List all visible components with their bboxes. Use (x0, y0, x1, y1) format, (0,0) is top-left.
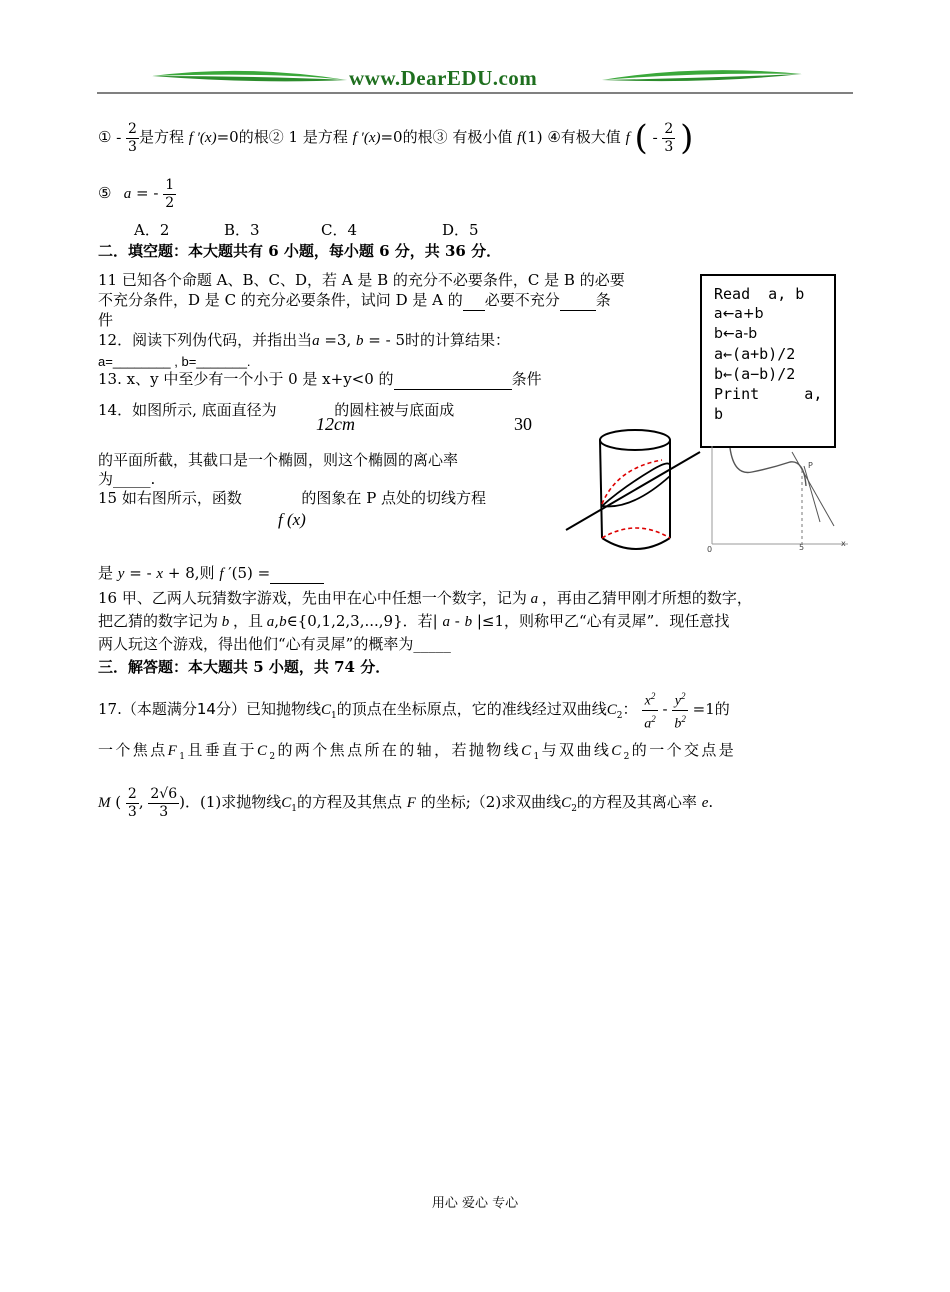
section2-heading: 二．填空题：本大题共有 6 小题，每小题 6 分，共 36 分． (98, 242, 502, 260)
fraction-two-thirds: $\frac{2}{3}$ (128, 120, 137, 155)
site-name: www.DearEDU.com (349, 66, 538, 90)
q16-line1: 16 甲、乙两人玩猜数字游戏，先由甲在心中任想一个数字，记为 a ，再由乙猜甲刚才所想的数字， (98, 589, 752, 607)
q13-line: 13. x、y 中至少有一个小于 0 是 x+y<0 的 条件 (98, 370, 542, 388)
graph-origin-label: 0 (707, 545, 713, 554)
code-line-7: b (714, 405, 724, 423)
q16-line2: 把乙猜的数字记为 b ，且 a,b∈{0,1,2,3,...,9}．若| a - b |≤1，则称甲乙“心有灵犀”．现任意找 (98, 612, 730, 630)
q11-line1: 11 已知各个命题 A、B、C、D，若 A 是 B 的充分不必要条件，C 是 B 的必要 (98, 271, 625, 289)
q14-diameter: 12cm (316, 414, 355, 434)
q11-line3: 件 (98, 311, 114, 329)
graph-p-label: P (808, 461, 813, 470)
q16-line3: 两人玩这个游戏，得出他们“心有灵犀”的概率为_____ (98, 635, 451, 653)
section3-heading: 三．解答题：本大题共 5 小题，共 74 分． (98, 658, 391, 676)
code-line-6: Print a, (714, 385, 823, 403)
cylinder-figure (562, 418, 712, 568)
q12-line1: 12．阅读下列伪代码，并指出当a =3, b = - 5时的计算结果： (98, 331, 511, 349)
q17-line1: 17.（本题满分14分）已知抛物线$C_1$的顶点在坐标原点，它的准线经过双曲线$C_2$： $\frac{x^2}{a^2}$ - $\frac{y^2}{b^2}$ =1的 (98, 688, 730, 736)
code-line-5: b←(a−b)/2 (714, 365, 796, 383)
choice-a: A．2 (134, 221, 170, 239)
code-line-3: b←a-b (714, 326, 758, 342)
q15-line2: 是 y = - x + 8,则 f ′(5) = (98, 563, 324, 584)
q17-line3: M ( $\frac{2}{3}$ , $\frac{2√6}{3}$ )．(1)求抛物线$C_1$的方程及其焦点 F 的坐标;（2)求双曲线$C_2$的方程及其离心率 e. (98, 785, 714, 820)
q12-answer-line: a=________ , b=_______. (98, 354, 251, 369)
choice-c: C．4 (321, 221, 358, 239)
q14-angle: 30 (514, 414, 532, 434)
q15-line1: 15 如右图所示，函数 的图象在 P 点处的切线方程 (98, 489, 487, 507)
choice-d: D．5 (442, 221, 479, 239)
code-line-2: a←a+b (714, 306, 764, 322)
fraction-two-thirds-b: $\frac{2}{3}$ (664, 120, 674, 155)
q-prev-line1: ① - $\frac{2}{3}$ 是方程 f ′(x)=0的根② 1 是方程 f ′(x)=0的根③ 有极小值 f(1) ④有极大值 f ( - $\frac{2}{3}$ ) (98, 118, 694, 158)
q17-line2: 一个焦点$F_1$且垂直于$C_2$的两个焦点所在的轴，若抛物线$C_1$与双曲线$C_2$的一个交点是 (98, 741, 737, 762)
code-line-1: Read a, b (714, 285, 805, 303)
header-banner (97, 60, 853, 96)
q-prev-line2: ⑤ a = - $\frac{1}{2}$ (98, 176, 175, 211)
q15-function: f (x) (278, 510, 306, 529)
q14-line3: 为_____. (98, 470, 156, 488)
q11-line2: 不充分条件，D 是 C 的充分必要条件，试问 D 是 A 的 必要不充分 条 (98, 291, 611, 309)
q14-line1: 14．如图所示, 底面直径为 的圆柱被与底面成 (98, 401, 455, 419)
choices (134, 220, 479, 240)
pseudocode-box (700, 274, 836, 448)
code-line-4: a←(a+b)/2 (714, 345, 796, 363)
graph-tick-5: 5 (799, 543, 805, 552)
graph-x-label: x (841, 539, 846, 548)
fraction-half: $\frac{1}{2}$ (165, 176, 175, 211)
q14-line2: 的平面所截，其截口是一个椭圆，则这个椭圆的离心率 (98, 451, 459, 469)
function-graph (700, 446, 850, 556)
footer-text: 用心 爱心 专心 (431, 1196, 519, 1211)
choice-b: B．3 (224, 221, 260, 239)
